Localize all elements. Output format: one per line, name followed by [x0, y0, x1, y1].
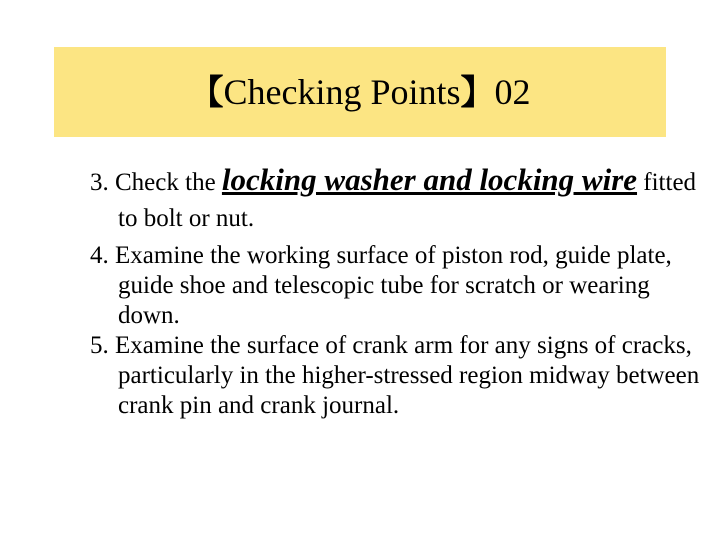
item-3-emphasis: locking washer and locking wire — [221, 162, 638, 197]
checklist — [90, 162, 700, 421]
item-3-prefix: 3. Check the — [90, 169, 222, 196]
title-close-bracket: 】 — [460, 73, 495, 113]
title-banner — [54, 47, 666, 137]
slide-title — [189, 72, 531, 113]
checklist-item-5: 5. Examine the surface of crank arm for any signs of cracks, particularly in the higher-stressed region midway between crank pin and crank journal. — [90, 332, 700, 419]
title-number: 02 — [494, 72, 531, 112]
title-label: Checking Points — [223, 72, 461, 112]
title-open-bracket: 【 — [189, 73, 224, 113]
checklist-item-3 — [90, 162, 700, 237]
checklist-item-4: 4. Examine the working surface of piston rod, guide plate, guide shoe and telescopic tube for scratch or wearing down. — [90, 242, 672, 329]
item-3-suffix: fitted to bolt or nut. — [118, 169, 697, 232]
